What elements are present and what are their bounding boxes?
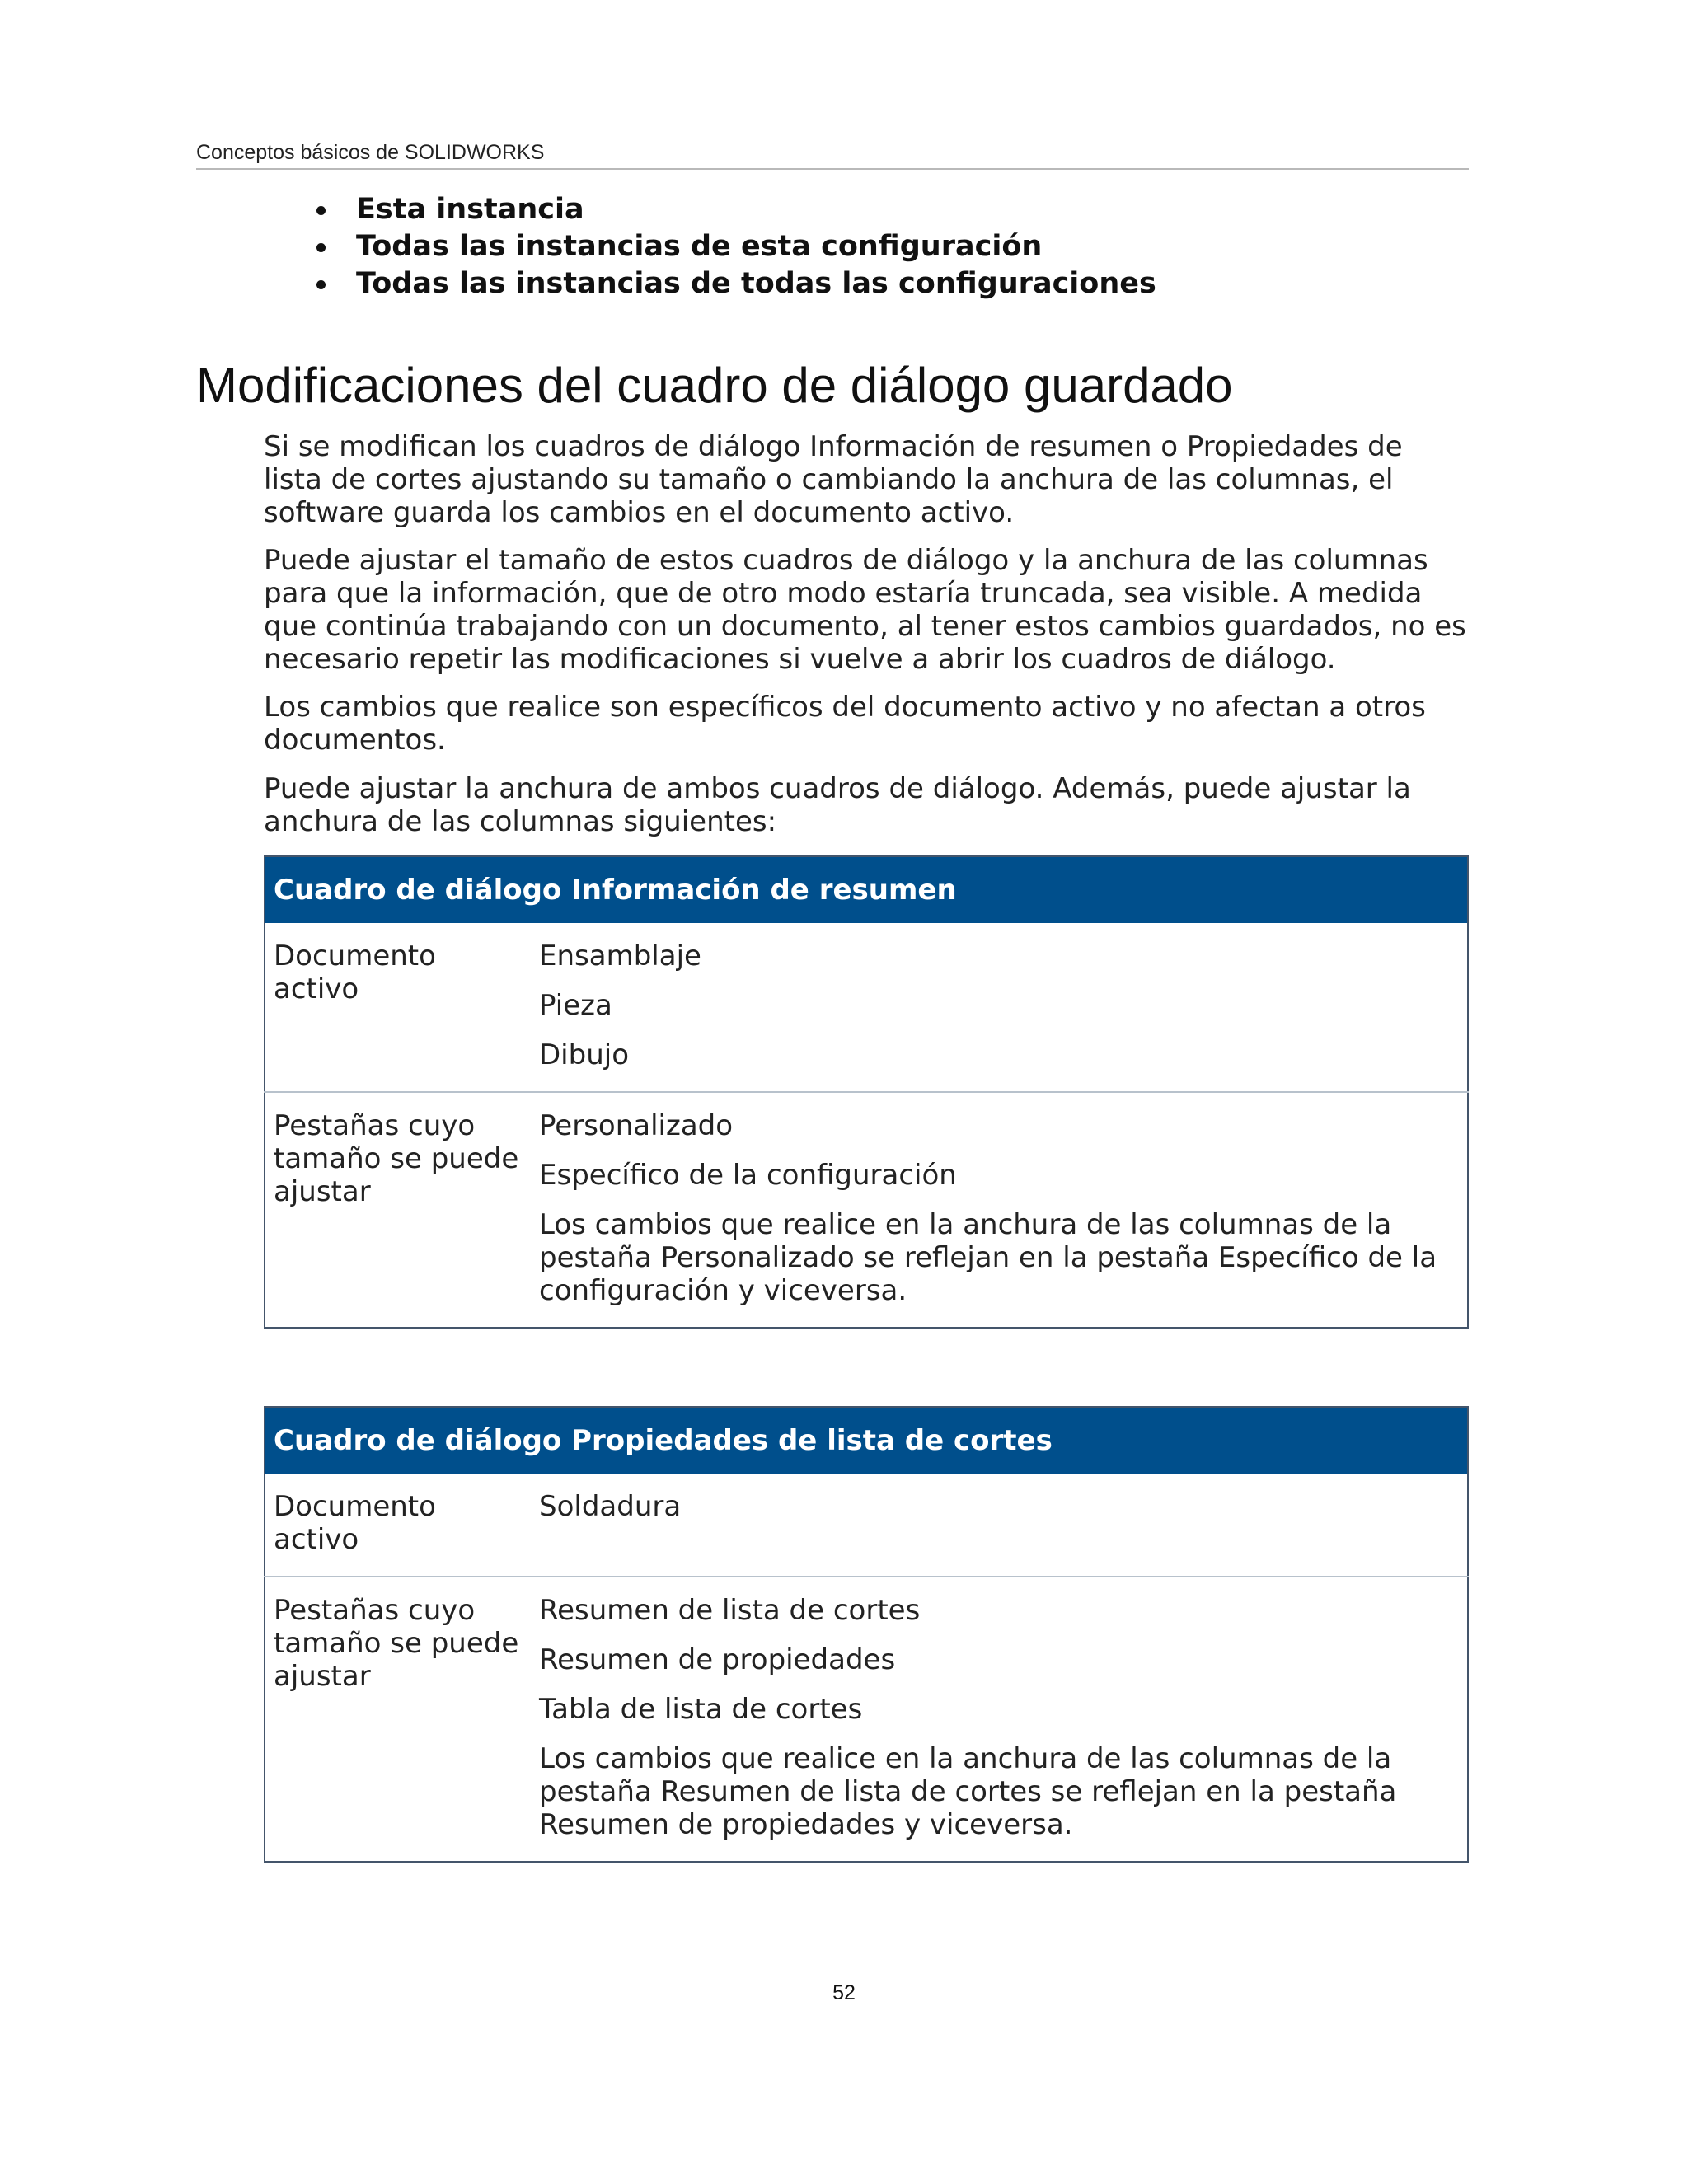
row-label: Documento activo <box>274 1490 436 1556</box>
paragraph: Puede ajustar el tamaño de estos cuadros de diálogo y la anchura de las columnas para que la información, que de otro modo estaría truncada, sea visible. A medida que continúa trabajando con un documento, al tener estos cambios guardados, no es necesario repetir las modificaciones si vuelve a abrir los cuadros de diálogo. <box>264 544 1466 676</box>
section-heading: Modificaciones del cuadro de diálogo guardado <box>196 358 1233 413</box>
option-bullet-list <box>313 191 1467 302</box>
row-value: Resumen de lista de cortes <box>539 1594 921 1627</box>
row-value: Personalizado <box>539 1109 734 1142</box>
paragraph-block <box>264 430 1469 529</box>
row-label: Pestañas cuyo tamaño se puede ajustar <box>265 1577 531 1862</box>
bullet-item <box>313 191 1467 228</box>
row-value: Tabla de lista de cortes <box>539 1693 863 1726</box>
paragraph: Los cambios que realice son específicos del documento activo y no afectan a otros documentos. <box>264 691 1426 757</box>
table-header: Cuadro de diálogo Información de resumen <box>265 856 1468 923</box>
bullet-dot-icon <box>316 243 326 252</box>
bullet-text: Todas las instancias de todas las configuraciones <box>356 267 1156 300</box>
summary-info-table <box>264 855 1469 1329</box>
bullet-dot-icon <box>316 280 326 289</box>
row-value: Los cambios que realice en la anchura de las columnas de la pestaña Personalizado se reflejan en la pestaña Específico de la configuración y viceversa. <box>539 1208 1437 1307</box>
row-label: Documento activo <box>274 940 436 1005</box>
paragraph: Si se modifican los cuadros de diálogo Información de resumen o Propiedades de lista de cortes ajustando su tamaño o cambiando la anchura de las columnas, el software guarda los cambios en el documento activo. <box>264 430 1403 529</box>
row-value: Resumen de propiedades <box>539 1643 896 1676</box>
row-value: Específico de la configuración <box>539 1159 957 1192</box>
bullet-text: Todas las instancias de esta configuración <box>356 230 1043 263</box>
cut-list-properties-table <box>264 1406 1469 1863</box>
bullet-text: Esta instancia <box>356 193 584 226</box>
row-label: Pestañas cuyo tamaño se puede ajustar <box>265 1092 531 1328</box>
row-value: Ensamblaje <box>539 940 701 972</box>
row-value: Pieza <box>539 989 612 1022</box>
paragraph-block <box>264 772 1469 838</box>
row-values <box>531 923 1468 1092</box>
page-header <box>196 138 1469 170</box>
paragraph: Puede ajustar la anchura de ambos cuadros de diálogo. Además, puede ajustar la anchura de las columnas siguientes: <box>264 772 1411 838</box>
table-row <box>265 1092 1468 1328</box>
bullet-item <box>313 265 1467 302</box>
page-number: 52 <box>832 1981 856 2004</box>
table-row <box>265 923 1468 1092</box>
row-values <box>531 1577 1468 1862</box>
paragraph-block <box>264 691 1469 757</box>
bullet-item <box>313 228 1467 265</box>
row-value: Soldadura <box>539 1490 682 1523</box>
header-title: Conceptos básicos de SOLIDWORKS <box>196 141 545 164</box>
row-value: Los cambios que realice en la anchura de las columnas de la pestaña Resumen de lista de cortes se reflejan en la pestaña Resumen de propiedades y viceversa. <box>539 1742 1397 1841</box>
table-header: Cuadro de diálogo Propiedades de lista de cortes <box>265 1407 1468 1474</box>
table-row <box>265 1474 1468 1577</box>
bullet-dot-icon <box>316 206 326 215</box>
row-values <box>531 1474 1468 1577</box>
table-row <box>265 1577 1468 1862</box>
paragraph-block <box>264 544 1469 676</box>
row-values <box>531 1092 1468 1328</box>
row-value: Dibujo <box>539 1038 630 1071</box>
